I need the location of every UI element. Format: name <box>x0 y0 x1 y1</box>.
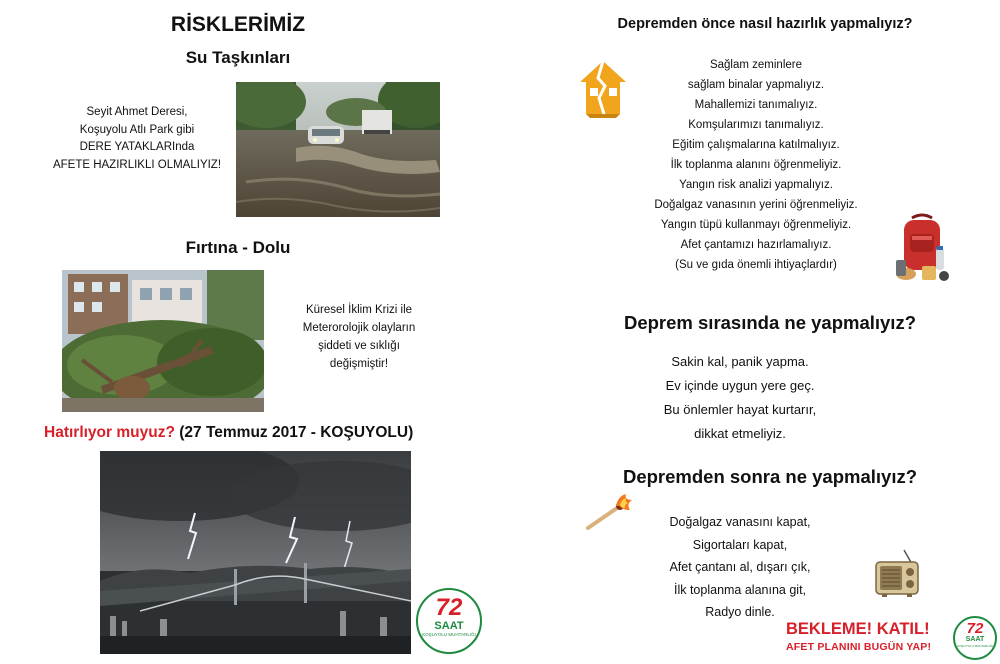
page-title: RİSKLERİMİZ <box>170 13 306 36</box>
after-list <box>640 511 840 624</box>
list-item: (Su ve gıda önemli ihtiyaçlardır) <box>675 259 837 271</box>
storm-text <box>274 301 444 373</box>
list-item: Doğalgaz vanasını kapat, <box>669 515 811 529</box>
list-item: Doğalgaz vanasının yerini öğrenmeliyiz. <box>654 199 858 211</box>
flood-line: Seyit Ahmet Deresi, <box>86 106 188 118</box>
list-item: Mahallemizi tanımalıyız. <box>694 99 818 111</box>
storm-line: şiddeti ve sıklığı <box>318 340 400 352</box>
list-item: sağlam binalar yapmalıyız. <box>687 79 825 91</box>
flood-photo <box>236 82 440 217</box>
list-item: Afet çantamızı hazırlamalıyız. <box>680 239 832 251</box>
flood-line: DERE YATAKLARInda <box>79 141 195 153</box>
burning-match-icon <box>586 494 636 530</box>
before-list <box>600 55 912 275</box>
storm-line: Meterorolojik olayların <box>302 322 416 334</box>
muhtarlik-logo-left <box>416 588 482 654</box>
during-heading: Deprem sırasında ne yapmalıyız? <box>623 312 916 333</box>
list-item: Eğitim çalışmalarına katılmalıyız. <box>672 139 840 151</box>
list-item: Yangın tüpü kullanmayı öğrenmeliyiz. <box>660 219 852 231</box>
list-item: Komşularımızı tanımalıyız. <box>688 119 824 131</box>
logo-number: 72 <box>966 620 984 637</box>
during-list <box>620 350 860 446</box>
remember-line <box>44 424 444 442</box>
list-item: İlk toplanma alanına git, <box>673 582 807 597</box>
list-item: İlk toplanma alanını öğrenmeliyiz. <box>670 159 842 171</box>
list-item: Sigortaları kapat, <box>692 537 788 552</box>
emergency-backpack-icon <box>892 212 952 284</box>
after-heading: Depremden sonra ne yapmalıyız? <box>622 466 918 487</box>
flood-line: Koşuyolu Atlı Park gibi <box>79 123 195 136</box>
storm-line: Küresel İklim Krizi ile <box>305 304 413 316</box>
remember-question: Hatırlıyor muyuz? <box>44 424 175 441</box>
flood-line: AFETE HAZIRLIKLI OLMALIYIZ! <box>52 158 222 171</box>
remember-detail: (27 Temmuz 2017 - KOŞUYOLU) <box>179 424 414 441</box>
storm-heading: Fırtına - Dolu <box>185 238 291 257</box>
list-item: Radyo dinle. <box>705 605 775 619</box>
slogan-line1: BEKLEME! KATIL! <box>786 620 930 638</box>
logo-number: 72 <box>435 594 463 621</box>
flood-text <box>42 104 232 174</box>
logo-word: SAAT <box>965 636 985 643</box>
flood-heading: Su Taşkınları <box>185 48 291 67</box>
lightning-photo <box>100 451 411 654</box>
list-item: Afet çantanı al, dışarı çık, <box>669 560 811 574</box>
list-item: dikkat etmeliyiz. <box>694 426 786 441</box>
logo-sub: KOŞUYOLU MUHTARLIĞI <box>422 632 476 637</box>
logo-word: SAAT <box>434 620 464 632</box>
storm-line: değişmiştir! <box>329 358 389 370</box>
radio-icon <box>874 548 920 598</box>
list-item: Sağlam zeminlere <box>709 59 803 71</box>
list-item: Sakin kal, panik yapma. <box>671 354 809 369</box>
before-heading: Depremden önce nasıl hazırlık yapmalıyız? <box>617 16 913 32</box>
list-item: Ev içinde uygun yere geç. <box>665 378 815 393</box>
list-item: Bu önlemler hayat kurtarır, <box>663 402 817 417</box>
muhtarlik-logo-right <box>953 616 997 660</box>
list-item: Yangın risk analizi yapmalıyız. <box>679 179 833 191</box>
slogan-line2: AFET PLANINI BUGÜN YAP! <box>786 641 932 653</box>
logo-sub: KOŞUYOLU MUHTARLIĞI <box>957 644 993 648</box>
storm-photo <box>62 270 264 412</box>
